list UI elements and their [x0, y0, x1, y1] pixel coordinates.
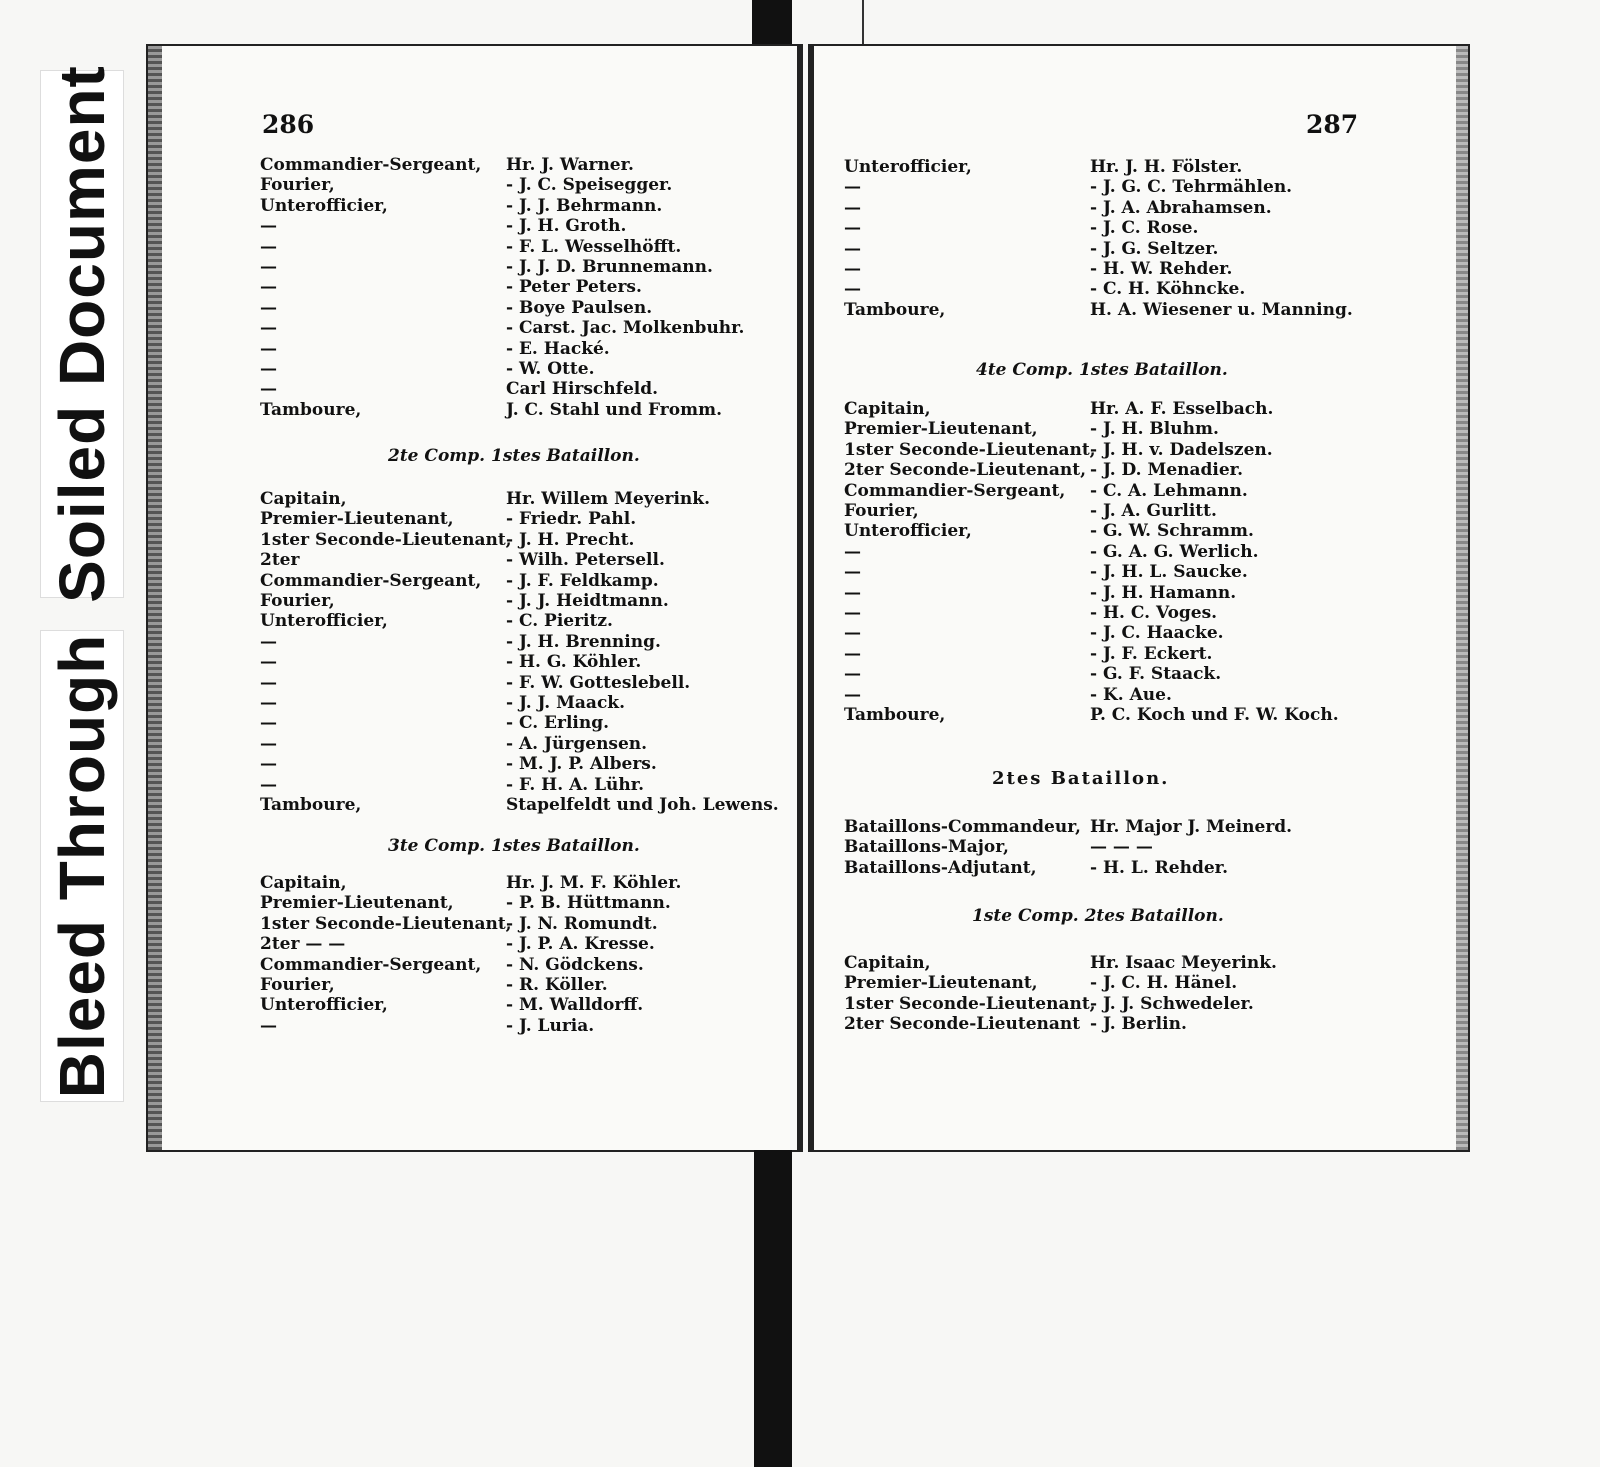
- person-name: - Peter Peters.: [506, 277, 642, 298]
- entry-row: [814, 602, 1468, 624]
- rank-label: 1ster Seconde-Lieutenant,: [844, 439, 1096, 460]
- entry-row: [148, 154, 797, 176]
- entry-row: [814, 480, 1468, 502]
- rank-label: —: [260, 733, 277, 754]
- entry-row: [814, 561, 1468, 583]
- person-name: - J. H. Groth.: [506, 216, 627, 237]
- person-name: — — —: [1090, 837, 1153, 858]
- rank-label: 2ter Seconde-Lieutenant,: [844, 460, 1087, 481]
- entry-row: [814, 418, 1468, 440]
- entry-row: [148, 651, 797, 673]
- rank-label: —: [260, 672, 277, 693]
- entry-row: [148, 338, 797, 360]
- person-name: - F. L. Wesselhöfft.: [506, 236, 682, 257]
- bleed-through-label: Bleed Through: [40, 630, 124, 1102]
- person-name: - J. A. Abrahamsen.: [1090, 197, 1272, 218]
- entry-row: [148, 872, 797, 894]
- person-name: - Friedr. Pahl.: [506, 509, 637, 530]
- entry-row: [814, 684, 1468, 706]
- rank-label: Capitain,: [844, 399, 931, 419]
- person-name: - Carst. Jac. Molkenbuhr.: [506, 318, 745, 339]
- rank-label: —: [260, 652, 277, 673]
- rank-label: 2ter: [260, 550, 300, 571]
- rank-label: —: [844, 603, 861, 623]
- entry-row: [148, 774, 797, 796]
- entry-row: [148, 508, 797, 530]
- entry-row: [148, 610, 797, 632]
- rank-label: Unterofficier,: [260, 195, 388, 216]
- person-name: - H. C. Voges.: [1090, 603, 1218, 623]
- entry-row: [814, 176, 1468, 198]
- entry-row: [148, 215, 797, 237]
- section-heading: 3te Comp. 1stes Bataillon.: [388, 836, 640, 856]
- binding-line: [862, 0, 864, 44]
- person-name: - J. F. Feldkamp.: [506, 570, 659, 591]
- entry-row: [148, 488, 797, 510]
- rank-label: Commandier-Sergeant,: [260, 155, 482, 175]
- rank-label: —: [260, 774, 277, 795]
- entry-row: [148, 276, 797, 298]
- entry-row: [148, 712, 797, 734]
- rank-label: Unterofficier,: [260, 611, 388, 632]
- entry-row: [148, 529, 797, 551]
- section-heading: 4te Comp. 1stes Bataillon.: [976, 360, 1228, 380]
- rank-label: —: [260, 631, 277, 652]
- entry-row: [814, 439, 1468, 461]
- person-name: - G. W. Schramm.: [1090, 521, 1254, 542]
- rank-label: Premier-Lieutenant,: [260, 509, 454, 530]
- person-name: Hr. J. H. Fölster.: [1090, 157, 1243, 177]
- rank-label: —: [260, 379, 277, 400]
- person-name: - J. J. Behrmann.: [506, 195, 663, 216]
- entry-row: [814, 836, 1468, 858]
- rank-label: —: [844, 218, 861, 239]
- person-name: - W. Otte.: [506, 359, 595, 379]
- person-name: - G. F. Staack.: [1090, 664, 1222, 685]
- entry-row: [148, 174, 797, 196]
- entry-row: [148, 631, 797, 653]
- rank-label: —: [844, 684, 861, 705]
- entry-row: [814, 197, 1468, 219]
- rank-label: Unterofficier,: [844, 157, 972, 177]
- rank-label: Unterofficier,: [260, 995, 388, 1016]
- person-name: - J. J. Schwedeler.: [1090, 993, 1254, 1014]
- entry-row: [814, 541, 1468, 563]
- person-name: - P. B. Hüttmann.: [506, 893, 671, 914]
- rank-label: Commandier-Sergeant,: [844, 480, 1066, 501]
- entry-row: [814, 704, 1468, 726]
- rank-label: —: [260, 318, 277, 339]
- rank-label: —: [260, 754, 277, 775]
- person-name: Hr. Willem Meyerink.: [506, 489, 710, 509]
- person-name: P. C. Koch und F. W. Koch.: [1090, 705, 1339, 725]
- person-name: Hr. Major J. Meinerd.: [1090, 817, 1293, 837]
- entry-row: [148, 892, 797, 914]
- binding-strip-bottom: [754, 1150, 792, 1467]
- person-name: - E. Hacké.: [506, 338, 610, 359]
- person-name: - J. C. H. Hänel.: [1090, 973, 1238, 994]
- person-name: - Wilh. Petersell.: [506, 550, 665, 571]
- entry-row: [814, 398, 1468, 420]
- binding-strip-top: [752, 0, 792, 44]
- rank-label: —: [844, 623, 861, 644]
- rank-label: 1ster Seconde-Lieutenant,: [844, 993, 1096, 1014]
- entry-row: [814, 663, 1468, 685]
- entry-row: [148, 672, 797, 694]
- person-name: - J. H. Bluhm.: [1090, 419, 1219, 440]
- person-name: Hr. J. Warner.: [506, 155, 634, 175]
- left-page: [146, 44, 803, 1152]
- rank-label: Premier-Lieutenant,: [844, 419, 1038, 440]
- entry-row: [148, 399, 797, 421]
- rank-label: —: [844, 562, 861, 583]
- rank-label: —: [260, 257, 277, 277]
- rank-label: —: [260, 713, 277, 734]
- entry-row: [148, 994, 797, 1016]
- person-name: - J. H. Brenning.: [506, 631, 661, 652]
- rank-label: Commandier-Sergeant,: [260, 954, 482, 975]
- section-heading: 2te Comp. 1stes Bataillon.: [388, 446, 640, 466]
- person-name: Hr. A. F. Esselbach.: [1090, 399, 1274, 419]
- person-name: Hr. Isaac Meyerink.: [1090, 953, 1277, 973]
- rank-label: Fourier,: [260, 591, 335, 611]
- person-name: - J. F. Eckert.: [1090, 643, 1213, 664]
- rank-label: —: [260, 297, 277, 318]
- person-name: - J. C. Rose.: [1090, 218, 1199, 239]
- person-name: - J. A. Gurlitt.: [1090, 501, 1217, 521]
- person-name: - J. G. Seltzer.: [1090, 238, 1219, 259]
- person-name: - J. H. Precht.: [506, 529, 635, 550]
- person-name: - F. H. A. Lühr.: [506, 774, 645, 795]
- rank-label: —: [260, 359, 277, 379]
- person-name: - C. A. Lehmann.: [1090, 480, 1248, 501]
- entry-row: [148, 913, 797, 935]
- person-name: - Boye Paulsen.: [506, 297, 653, 318]
- rank-label: —: [844, 238, 861, 259]
- entry-row: [814, 582, 1468, 604]
- entry-row: [148, 692, 797, 714]
- page-number: 286: [262, 110, 315, 139]
- entry-row: [148, 1015, 797, 1037]
- rank-label: Tamboure,: [260, 795, 362, 815]
- person-name: - H. L. Rehder.: [1090, 857, 1228, 878]
- entry-row: [148, 256, 797, 278]
- entry-row: [148, 954, 797, 976]
- rank-label: 2ter — —: [260, 934, 346, 955]
- person-name: - R. Köller.: [506, 975, 608, 995]
- person-name: - J. J. Heidtmann.: [506, 591, 669, 611]
- rank-label: 2ter Seconde-Lieutenant: [844, 1014, 1081, 1035]
- person-name: - J. H. v. Dadelszen.: [1090, 439, 1273, 460]
- right-page: [808, 44, 1470, 1152]
- entry-row: [814, 993, 1468, 1015]
- rank-label: Capitain,: [260, 489, 347, 509]
- rank-label: Capitain,: [260, 873, 347, 893]
- rank-label: Premier-Lieutenant,: [844, 973, 1038, 994]
- person-name: - H. G. Köhler.: [506, 652, 642, 673]
- person-name: - M. Walldorff.: [506, 995, 644, 1016]
- entry-row: [814, 278, 1468, 300]
- rank-label: Premier-Lieutenant,: [260, 893, 454, 914]
- person-name: - G. A. G. Werlich.: [1090, 541, 1259, 562]
- person-name: - J. Luria.: [506, 1015, 595, 1036]
- entry-row: [814, 816, 1468, 838]
- person-name: Carl Hirschfeld.: [506, 379, 659, 400]
- person-name: - N. Gödckens.: [506, 954, 644, 975]
- entry-row: [148, 933, 797, 955]
- entry-row: [148, 358, 797, 380]
- entry-row: [814, 857, 1468, 879]
- rank-label: Bataillons-Adjutant,: [844, 857, 1037, 878]
- entry-row: [148, 590, 797, 612]
- entry-row: [814, 238, 1468, 260]
- rank-label: —: [844, 664, 861, 685]
- entry-row: [148, 317, 797, 339]
- person-name: - J. C. Haacke.: [1090, 623, 1224, 644]
- person-name: - J. J. Maack.: [506, 693, 625, 713]
- entry-row: [148, 195, 797, 217]
- entry-row: [814, 500, 1468, 522]
- rank-label: Commandier-Sergeant,: [260, 570, 482, 591]
- person-name: - J. C. Speisegger.: [506, 175, 673, 196]
- entry-row: [814, 1013, 1468, 1035]
- page-number: 287: [1306, 110, 1359, 139]
- entry-row: [148, 753, 797, 775]
- rank-label: —: [844, 279, 861, 300]
- person-name: - H. W. Rehder.: [1090, 259, 1233, 279]
- person-name: - A. Jürgensen.: [506, 733, 648, 754]
- rank-label: —: [844, 177, 861, 198]
- rank-label: —: [844, 197, 861, 218]
- person-name: - J. H. L. Saucke.: [1090, 562, 1248, 583]
- person-name: Hr. J. M. F. Köhler.: [506, 873, 682, 893]
- person-name: - M. J. P. Albers.: [506, 754, 657, 775]
- rank-label: 1ster Seconde-Lieutenant,: [260, 913, 512, 934]
- entry-row: [148, 236, 797, 258]
- rank-label: —: [844, 259, 861, 279]
- entry-row: [814, 520, 1468, 542]
- entry-row: [148, 974, 797, 996]
- rank-label: 1ster Seconde-Lieutenant,: [260, 529, 512, 550]
- person-name: - C. Pieritz.: [506, 611, 613, 632]
- rank-label: —: [260, 277, 277, 298]
- entry-row: [814, 643, 1468, 665]
- entry-row: [814, 299, 1468, 321]
- rank-label: —: [260, 1015, 277, 1036]
- rank-label: —: [260, 236, 277, 257]
- person-name: - F. W. Gotteslebell.: [506, 672, 691, 693]
- person-name: Stapelfeldt und Joh. Lewens.: [506, 795, 779, 815]
- soiled-document-label: Soiled Document: [40, 70, 124, 598]
- rank-label: Fourier,: [844, 501, 919, 521]
- rank-label: —: [260, 338, 277, 359]
- rank-label: Tamboure,: [844, 299, 946, 320]
- rank-label: Fourier,: [260, 975, 335, 995]
- rank-label: Unterofficier,: [844, 521, 972, 542]
- entry-row: [814, 622, 1468, 644]
- person-name: - C. H. Köhncke.: [1090, 279, 1246, 300]
- rank-label: —: [844, 541, 861, 562]
- rank-label: Bataillons-Major,: [844, 837, 1009, 858]
- section-heading: 1ste Comp. 2tes Bataillon.: [972, 906, 1224, 926]
- rank-label: Bataillons-Commandeur,: [844, 817, 1081, 837]
- entry-row: [814, 972, 1468, 994]
- entry-row: [814, 217, 1468, 239]
- entry-row: [148, 549, 797, 571]
- entry-row: [814, 952, 1468, 974]
- section-heading: 2tes Bataillon.: [992, 768, 1170, 789]
- person-name: - J. P. A. Kresse.: [506, 934, 655, 955]
- person-name: - K. Aue.: [1090, 684, 1172, 705]
- entry-row: [148, 297, 797, 319]
- rank-label: —: [260, 216, 277, 237]
- person-name: - J. J. D. Brunnemann.: [506, 257, 713, 277]
- entry-row: [148, 570, 797, 592]
- person-name: J. C. Stahl und Fromm.: [506, 399, 722, 420]
- rank-label: Fourier,: [260, 175, 335, 196]
- entry-row: [148, 733, 797, 755]
- entry-row: [814, 156, 1468, 178]
- person-name: - C. Erling.: [506, 713, 610, 734]
- entry-row: [814, 459, 1468, 481]
- rank-label: —: [260, 693, 277, 713]
- person-name: - J. H. Hamann.: [1090, 582, 1237, 603]
- rank-label: Tamboure,: [844, 705, 946, 725]
- person-name: - J. G. C. Tehrmählen.: [1090, 177, 1293, 198]
- person-name: - J. Berlin.: [1090, 1014, 1187, 1035]
- person-name: - J. N. Romundt.: [506, 913, 658, 934]
- person-name: H. A. Wiesener u. Manning.: [1090, 299, 1353, 320]
- rank-label: —: [844, 582, 861, 603]
- entry-row: [148, 378, 797, 400]
- rank-label: —: [844, 643, 861, 664]
- rank-label: Tamboure,: [260, 399, 362, 420]
- person-name: - J. D. Menadier.: [1090, 460, 1243, 481]
- rank-label: Capitain,: [844, 953, 931, 973]
- entry-row: [148, 794, 797, 816]
- entry-row: [814, 258, 1468, 280]
